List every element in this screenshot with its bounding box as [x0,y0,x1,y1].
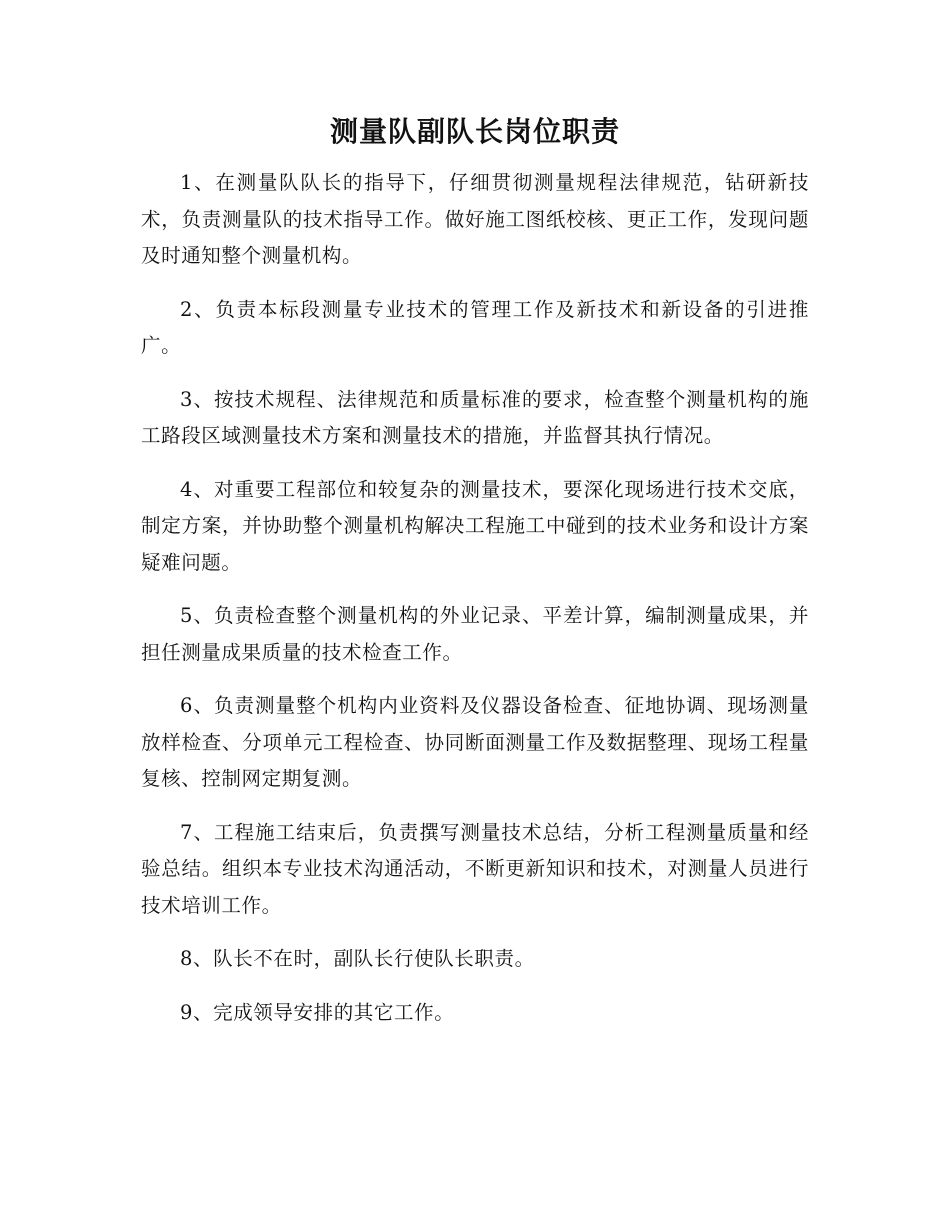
duty-paragraph-6: 6、负责测量整个机构内业资料及仪器设备检查、征地协调、现场测量放样检查、分项单元工程检查、协同断面测量工作及数据整理、现场工程量复核、控制网定期复测。 [141,694,809,790]
duty-paragraph-4: 4、对重要工程部位和较复杂的测量技术，要深化现场进行技术交底，制定方案，并协助整个测量机构解决工程施工中碰到的技术业务和设计方案疑难问题。 [141,477,809,574]
duty-paragraph-9: 9、完成领导安排的其它工作。 [180,1000,455,1024]
duty-paragraph-8: 8、队长不在时，副队长行使队长职责。 [180,947,535,970]
duty-paragraph-1: 1、在测量队队长的指导下，仔细贯彻测量规程法律规范，钻研新技术，负责测量队的技术指导工作。做好施工图纸校核、更正工作，发现问题及时通知整个测量机构。 [141,171,809,267]
duty-paragraph-3: 3、按技术规程、法律规范和质量标准的要求，检查整个测量机构的施工路段区域测量技术方案和测量技术的措施，并监督其执行情况。 [141,387,809,447]
duty-paragraph-7: 7、工程施工结束后，负责撰写测量技术总结，分析工程测量质量和经验总结。组织本专业技术沟通活动，不断更新知识和技术，对测量人员进行技术培训工作。 [141,820,809,917]
document-body [141,165,809,1048]
duty-paragraph-2: 2、负责本标段测量专业技术的管理工作及新技术和新设备的引进推广。 [141,297,809,357]
document-title: 测量队副队长岗位职责 [329,115,620,148]
duty-paragraph-5: 5、负责检查整个测量机构的外业记录、平差计算，编制测量成果，并担任测量成果质量的技术检查工作。 [141,604,809,664]
